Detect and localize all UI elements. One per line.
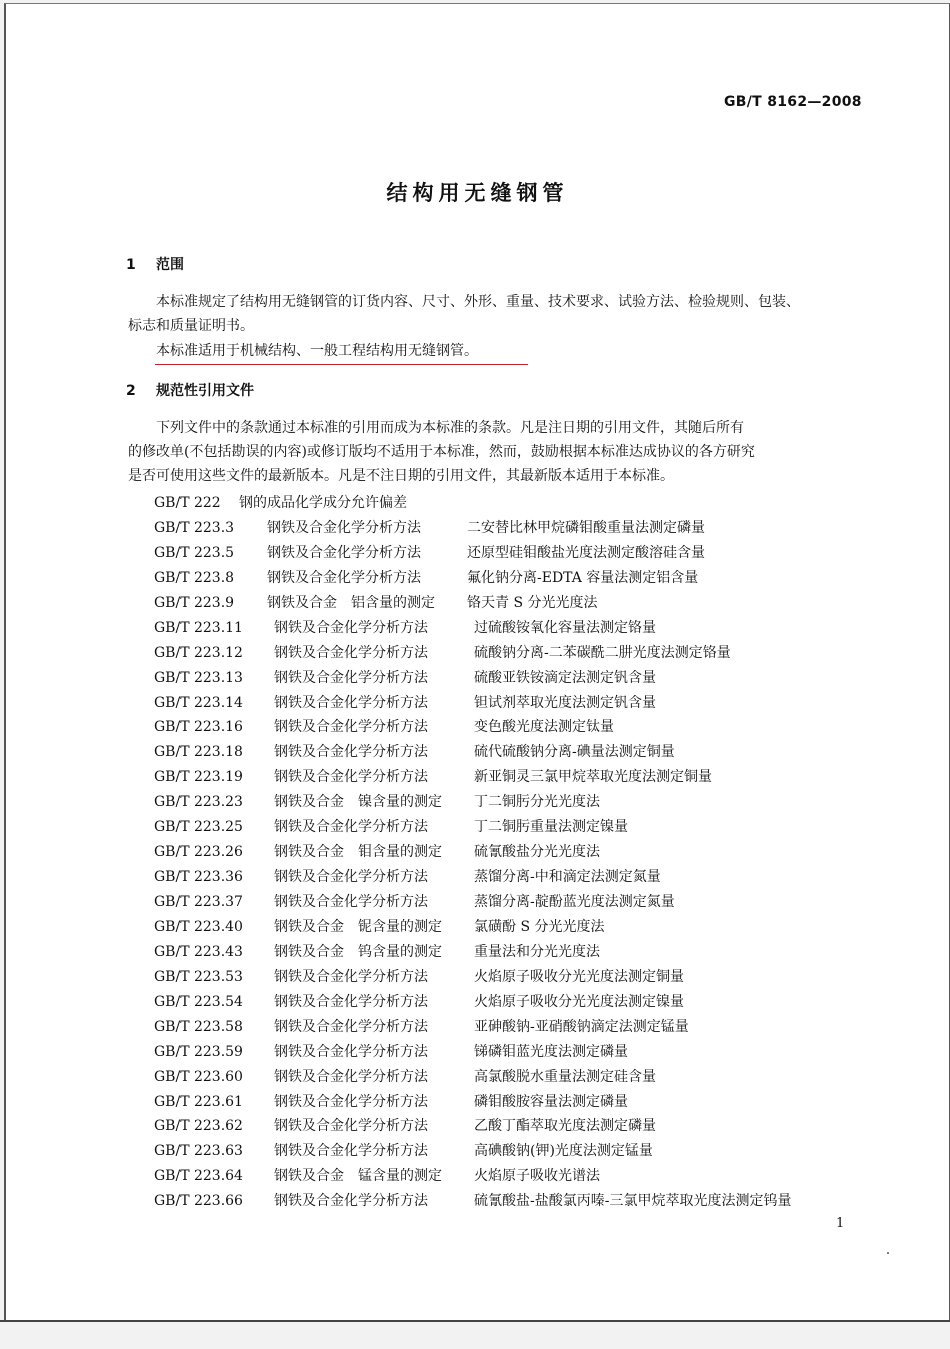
reference-method: 二安替比林甲烷磷钼酸重量法测定磷量 bbox=[467, 519, 705, 536]
section-1-number: 1 bbox=[126, 257, 136, 273]
reference-code: GB/T 223.61 bbox=[154, 1093, 243, 1110]
reference-title: 钢铁及合金化学分析方法 bbox=[274, 819, 428, 836]
reference-title: 钢铁及合金 锰含量的测定 bbox=[274, 1168, 442, 1185]
reference-method: 蒸馏分离-中和滴定法测定氮量 bbox=[474, 869, 661, 886]
reference-title: 钢铁及合金化学分析方法 bbox=[267, 544, 421, 561]
reference-method: 硫酸钠分离-二苯碳酰二肼光度法测定铬量 bbox=[474, 644, 731, 661]
reference-code: GB/T 223.13 bbox=[154, 669, 243, 686]
reference-code: GB/T 223.36 bbox=[154, 869, 243, 886]
reference-method: 铬天青 S 分光光度法 bbox=[467, 594, 598, 611]
reference-title: 钢铁及合金化学分析方法 bbox=[274, 669, 428, 686]
reference-method: 锑磷钼蓝光度法测定磷量 bbox=[474, 1043, 628, 1060]
reference-title: 钢铁及合金化学分析方法 bbox=[274, 1068, 428, 1085]
reference-title: 钢铁及合金化学分析方法 bbox=[274, 1193, 428, 1210]
references-intro-line-1: 下列文件中的条款通过本标准的引用而成为本标准的条款。凡是注日期的引用文件，其随后所有 bbox=[156, 420, 744, 436]
section-1-heading bbox=[126, 254, 184, 274]
reference-title: 钢铁及合金 铌含量的测定 bbox=[274, 918, 442, 935]
reference-code: GB/T 223.9 bbox=[154, 594, 235, 611]
reference-title: 钢铁及合金化学分析方法 bbox=[274, 769, 428, 786]
reference-method: 火焰原子吸收分光光度法测定铜量 bbox=[474, 968, 684, 985]
reference-method: 乙酸丁酯萃取光度法测定磷量 bbox=[474, 1118, 656, 1135]
reference-method: 硫酸亚铁铵滴定法测定钒含量 bbox=[474, 669, 656, 686]
reference-code: GB/T 223.43 bbox=[154, 943, 243, 960]
reference-title: 钢铁及合金化学分析方法 bbox=[274, 968, 428, 985]
reference-method: 新亚铜灵三氯甲烷萃取光度法测定铜量 bbox=[474, 769, 712, 786]
reference-code: GB/T 223.25 bbox=[154, 819, 243, 836]
reference-code: GB/T 223.23 bbox=[154, 794, 243, 811]
reference-code: GB/T 223.59 bbox=[154, 1043, 243, 1060]
document-page bbox=[4, 3, 950, 1321]
reference-title: 钢铁及合金化学分析方法 bbox=[274, 644, 428, 661]
reference-code: GB/T 223.18 bbox=[154, 744, 243, 761]
reference-code: GB/T 223.14 bbox=[154, 694, 243, 711]
section-2-heading bbox=[126, 380, 254, 400]
reference-method: 重量法和分光光度法 bbox=[474, 943, 600, 960]
reference-title: 钢铁及合金 钼含量的测定 bbox=[274, 844, 442, 861]
reference-code: GB/T 223.40 bbox=[154, 918, 243, 935]
standard-code: GB/T 8162—2008 bbox=[724, 94, 862, 110]
reference-method: 过硫酸铵氧化容量法测定铬量 bbox=[474, 619, 656, 636]
reference-code: GB/T 223.54 bbox=[154, 993, 243, 1010]
reference-title: 钢铁及合金化学分析方法 bbox=[274, 1018, 428, 1035]
reference-method: 氯磺酚 S 分光光度法 bbox=[474, 918, 605, 935]
section-2-number: 2 bbox=[126, 383, 136, 399]
reference-method: 还原型硅钼酸盐光度法测定酸溶硅含量 bbox=[467, 544, 705, 561]
reference-title: 钢铁及合金化学分析方法 bbox=[274, 894, 428, 910]
reference-title: 钢铁及合金 钨含量的测定 bbox=[274, 943, 442, 960]
reference-code: GB/T 223.53 bbox=[154, 968, 243, 985]
reference-code: GB/T 223.8 bbox=[154, 569, 235, 586]
reference-code: GB/T 223.19 bbox=[154, 769, 243, 786]
section-2-title: 规范性引用文件 bbox=[156, 383, 254, 399]
reference-method: 变色酸光度法测定钛量 bbox=[474, 719, 614, 736]
reference-title: 钢铁及合金化学分析方法 bbox=[274, 993, 428, 1010]
reference-code: GB/T 223.66 bbox=[154, 1193, 243, 1210]
reference-title: 钢铁及合金 镍含量的测定 bbox=[274, 794, 442, 811]
section-1-title: 范围 bbox=[156, 257, 184, 273]
reference-method: 高氯酸脱水重量法测定硅含量 bbox=[474, 1068, 656, 1085]
page-number: 1 bbox=[836, 1216, 845, 1231]
next-page-edge bbox=[0, 1320, 950, 1349]
reference-code: GB/T 223.12 bbox=[154, 644, 243, 661]
reference-code: GB/T 223.11 bbox=[154, 619, 243, 636]
reference-title: 钢的成品化学成分允许偏差 bbox=[239, 495, 407, 511]
reference-title: 钢铁及合金化学分析方法 bbox=[274, 719, 428, 736]
reference-title: 钢铁及合金化学分析方法 bbox=[274, 1143, 428, 1160]
references-intro-line-2: 的修改单(不包括勘误的内容)或修订版均不适用于本标准，然而，鼓励根据本标准达成协议的各方研究 bbox=[128, 444, 755, 460]
reference-title: 钢铁及合金化学分析方法 bbox=[267, 519, 421, 536]
reference-method: 磷钼酸胺容量法测定磷量 bbox=[474, 1093, 628, 1110]
reference-title: 钢铁及合金化学分析方法 bbox=[274, 744, 428, 761]
reference-title: 钢铁及合金化学分析方法 bbox=[274, 619, 428, 636]
reference-method: 硫代硫酸钠分离-碘量法测定铜量 bbox=[474, 744, 675, 761]
red-underline-annotation bbox=[155, 364, 528, 365]
scan-speck bbox=[887, 1252, 889, 1254]
reference-code: GB/T 223.63 bbox=[154, 1143, 243, 1160]
reference-method: 丁二铜肟重量法测定镍量 bbox=[474, 819, 628, 836]
scope-paragraph-line-1: 本标准规定了结构用无缝钢管的订货内容、尺寸、外形、重量、技术要求、试验方法、检验规则、包装、 bbox=[156, 294, 800, 310]
reference-code: GB/T 222 bbox=[154, 495, 221, 511]
scope-paragraph-line-2: 标志和质量证明书。 bbox=[128, 318, 254, 334]
reference-method: 蒸馏分离-靛酚蓝光度法测定氮量 bbox=[474, 894, 675, 910]
reference-method: 硫氰酸盐-盐酸氯丙嗪-三氯甲烷萃取光度法测定钨量 bbox=[474, 1193, 792, 1210]
reference-method: 亚砷酸钠-亚硝酸钠滴定法测定锰量 bbox=[474, 1018, 689, 1035]
reference-title: 钢铁及合金化学分析方法 bbox=[274, 694, 428, 711]
reference-code: GB/T 223.16 bbox=[154, 719, 243, 736]
reference-method: 丁二铜肟分光光度法 bbox=[474, 794, 600, 811]
scope-applicability: 本标准适用于机械结构、一般工程结构用无缝钢管。 bbox=[156, 343, 478, 359]
reference-code: GB/T 223.26 bbox=[154, 844, 243, 861]
reference-code: GB/T 223.37 bbox=[154, 894, 243, 910]
reference-title: 钢铁及合金化学分析方法 bbox=[274, 1043, 428, 1060]
reference-title: 钢铁及合金 铝含量的测定 bbox=[267, 594, 435, 611]
document-title: 结构用无缝钢管 bbox=[386, 181, 569, 205]
reference-code: GB/T 223.64 bbox=[154, 1168, 243, 1185]
reference-title: 钢铁及合金化学分析方法 bbox=[274, 1118, 428, 1135]
references-intro-line-3: 是否可使用这些文件的最新版本。凡是不注日期的引用文件，其最新版本适用于本标准。 bbox=[128, 468, 674, 484]
reference-code: GB/T 223.3 bbox=[154, 519, 235, 536]
reference-method: 氟化钠分离-EDTA 容量法测定铝含量 bbox=[467, 569, 699, 586]
reference-title: 钢铁及合金化学分析方法 bbox=[274, 869, 428, 886]
reference-code: GB/T 223.5 bbox=[154, 544, 235, 561]
reference-title: 钢铁及合金化学分析方法 bbox=[267, 569, 421, 586]
reference-code: GB/T 223.58 bbox=[154, 1018, 243, 1035]
reference-method: 火焰原子吸收分光光度法测定镍量 bbox=[474, 993, 684, 1010]
reference-code: GB/T 223.62 bbox=[154, 1118, 243, 1135]
reference-method: 高碘酸钠(钾)光度法测定锰量 bbox=[474, 1143, 653, 1160]
reference-method: 钽试剂萃取光度法测定钒含量 bbox=[474, 694, 656, 711]
reference-title: 钢铁及合金化学分析方法 bbox=[274, 1093, 428, 1110]
reference-code: GB/T 223.60 bbox=[154, 1068, 243, 1085]
reference-method: 硫氰酸盐分光光度法 bbox=[474, 844, 600, 861]
reference-method: 火焰原子吸收光谱法 bbox=[474, 1168, 600, 1185]
